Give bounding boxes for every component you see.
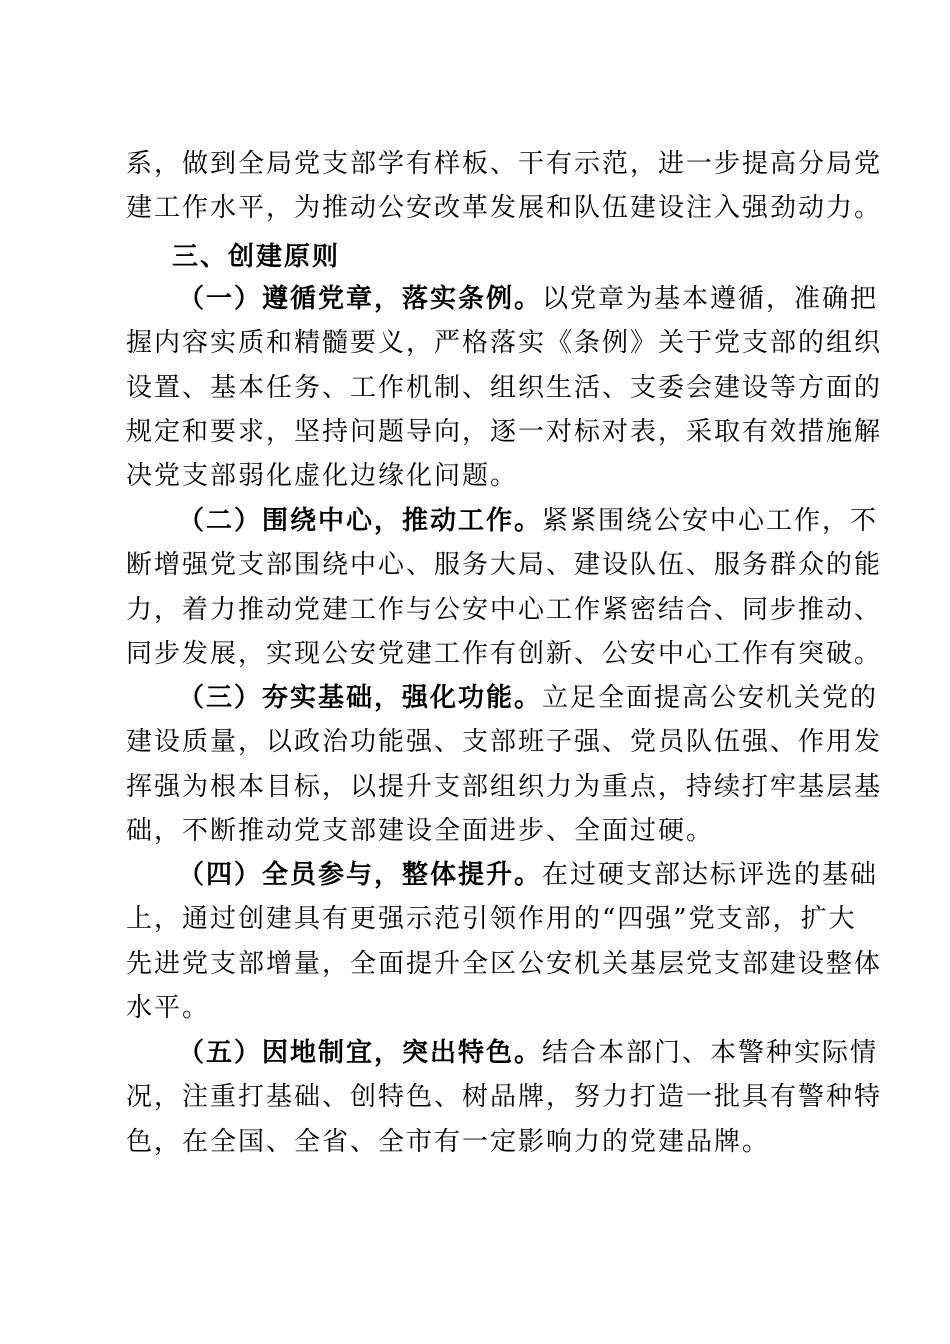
intro-line: 系，做到全局党支部学有样板、干有示范，进一步提高分局党 (126, 149, 883, 179)
principle-lead: （二）围绕中心，推动工作。 (178, 506, 543, 536)
principle-paragraph (126, 1031, 883, 1164)
paragraph-line: 色，在全国、全省、全市有一定影响力的党建品牌。 (126, 1126, 771, 1157)
principle-text: 紧紧围绕公安中心工作，不 (542, 506, 879, 536)
principle-lead: （一）遵循党章，落实条例。 (178, 284, 543, 314)
section-heading: 三、创建原则 (172, 242, 341, 272)
principle-paragraph (126, 499, 883, 676)
paragraph-line: 础，不断推动党支部建设全面进步、全面过硬。 (126, 815, 715, 846)
paragraph-line: 上，通过创建具有更强示范引领作用的“四强”党支部，扩大 (126, 904, 857, 935)
paragraph-line: 水平。 (126, 992, 211, 1023)
paragraph-line: 先进党支部增量，全面提升全区公安机关基层党支部建设整体 (126, 948, 883, 979)
paragraph-line: 挥强为根本目标，以提升支部组织力为重点，持续打牢基层基 (126, 771, 883, 802)
paragraph-first-line (126, 1031, 879, 1075)
principle-paragraph (126, 853, 883, 1030)
principle-lead: （五）因地制宜，突出特色。 (178, 1038, 543, 1068)
principle-text: 立足全面提高公安机关党的 (542, 683, 879, 713)
paragraph-first-line (126, 499, 879, 543)
intro-line: 建工作水平，为推动公安改革发展和队伍建设注入强劲动力。 (126, 193, 883, 224)
paragraph-line: 同步发展，实现公安党建工作有创新、公安中心工作有突破。 (126, 638, 883, 669)
paragraph-line: 规定和要求，坚持问题导向，逐一对标对表，采取有效措施解 (126, 416, 883, 447)
principle-lead: （四）全员参与，整体提升。 (178, 860, 543, 890)
paragraph-line: 握内容实质和精髓要义，严格落实《条例》关于党支部的组织 (126, 328, 883, 359)
paragraph-first-line (126, 277, 879, 321)
principle-paragraph (126, 277, 883, 498)
paragraph-first-line (126, 853, 879, 897)
principle-lead: （三）夯实基础，强化功能。 (178, 683, 543, 713)
paragraph-first-line (126, 676, 879, 720)
principle-paragraph (126, 676, 883, 853)
paragraph-line: 建设质量，以政治功能强、支部班子强、党员队伍强、作用发 (126, 727, 883, 758)
paragraph-line: 决党支部弱化虚化边缘化问题。 (126, 461, 519, 492)
principle-text: 结合本部门、本警种实际情 (542, 1038, 879, 1068)
paragraph-line: 力，着力推动党建工作与公安中心工作紧密结合、同步推动、 (126, 594, 883, 625)
principle-text: 在过硬支部达标评选的基础 (542, 860, 879, 890)
intro-paragraph (126, 142, 883, 231)
paragraph-line: 断增强党支部围绕中心、服务大局、建设队伍、服务群众的能 (126, 550, 883, 581)
paragraph-line: 设置、基本任务、工作机制、组织生活、支委会建设等方面的 (126, 372, 883, 403)
paragraph-line: 况，注重打基础、创特色、树品牌，努力打造一批具有警种特 (126, 1082, 883, 1113)
principle-text: 以党章为基本遵循，准确把 (542, 284, 879, 314)
